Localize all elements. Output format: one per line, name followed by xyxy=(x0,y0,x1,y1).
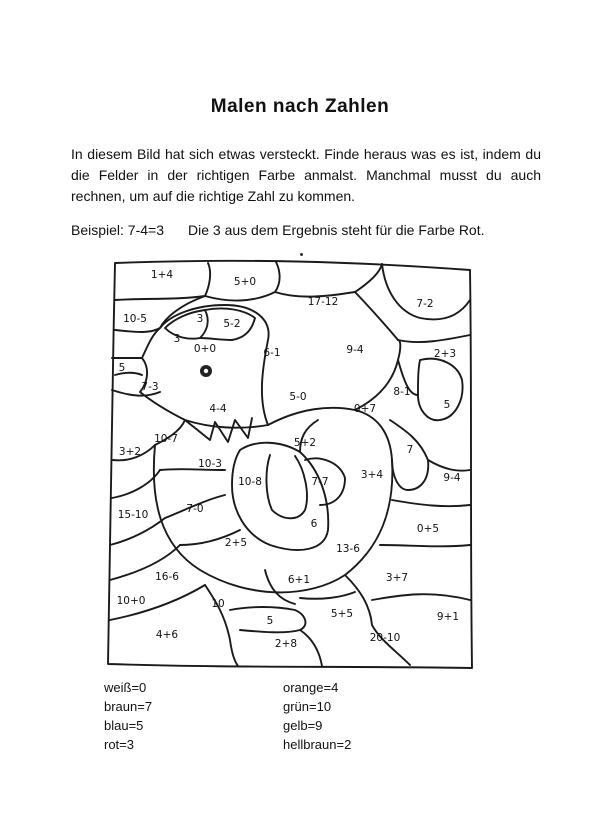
field-label: 4-4 xyxy=(209,403,227,415)
field-label: 9+1 xyxy=(436,611,460,623)
field-label: 5 xyxy=(443,399,451,411)
field-label: 10-3 xyxy=(198,458,222,470)
field-label: 0+7 xyxy=(353,403,377,415)
field-label: 7-3 xyxy=(141,381,159,393)
legend-entry: gelb=9 xyxy=(283,718,323,733)
legend-entry: grün=10 xyxy=(283,699,332,714)
field-label: 16-6 xyxy=(155,571,179,583)
field-label: 2+3 xyxy=(433,348,457,360)
legend-entry: rot=3 xyxy=(104,737,134,752)
field-label: 5 xyxy=(266,615,274,627)
color-legend-right xyxy=(283,678,351,754)
field-label: 13-6 xyxy=(336,543,360,555)
example-calc: Beispiel: 7-4=3 xyxy=(71,222,165,238)
field-label: 2+5 xyxy=(224,537,248,549)
field-label: 5+2 xyxy=(293,437,317,449)
field-label: 7-7 xyxy=(311,476,329,488)
field-label: 5+5 xyxy=(330,608,354,620)
field-label: 2+8 xyxy=(274,638,298,650)
field-label: 3+4 xyxy=(360,469,384,481)
field-label: 0+5 xyxy=(416,523,440,535)
field-label: 15-10 xyxy=(117,509,149,521)
legend-entry: blau=5 xyxy=(104,718,144,733)
field-label: 3+7 xyxy=(385,572,409,584)
field-label: 1+4 xyxy=(150,269,174,281)
field-label: 10-8 xyxy=(238,476,262,488)
legend-entry: weiß=0 xyxy=(104,680,147,695)
field-label: 6+1 xyxy=(287,574,311,586)
field-label: 3+2 xyxy=(118,446,142,458)
example-result: Die 3 aus dem Ergebnis steht für die Farbe Rot. xyxy=(188,222,485,238)
field-label: 3 xyxy=(196,313,204,325)
field-label: 6 xyxy=(310,518,318,530)
field-label: 7-0 xyxy=(186,503,204,515)
field-label: 0+0 xyxy=(193,343,217,355)
field-label: 9-4 xyxy=(346,344,364,356)
intro-text: In diesem Bild hat sich etwas versteckt. Finde heraus was es ist, indem du die Felder in der richtigen Farbe anmalst. Manchmal musst du auch rechnen, um auf die richtige Zahl zu kommen. xyxy=(71,146,541,204)
field-label: 5-2 xyxy=(223,318,241,330)
field-label: 7 xyxy=(406,444,414,456)
legend-entry: orange=4 xyxy=(283,680,339,695)
field-label: 5-0 xyxy=(289,391,307,403)
field-label: 4+6 xyxy=(155,629,179,641)
field-label: 10 xyxy=(211,598,225,610)
field-label: 5+0 xyxy=(233,276,257,288)
page-title: Malen nach Zahlen xyxy=(210,96,390,117)
field-label: 10-7 xyxy=(154,433,178,445)
field-label: 10-5 xyxy=(123,313,147,325)
field-label: 9-4 xyxy=(443,472,461,484)
picture-frame xyxy=(108,261,472,668)
field-label: 17-12 xyxy=(307,296,339,308)
bird-body-outline xyxy=(154,408,393,593)
color-legend-left xyxy=(104,678,152,754)
field-label: 7-2 xyxy=(416,298,434,310)
field-label: 8-1 xyxy=(393,386,411,398)
field-label: 6-1 xyxy=(263,347,281,359)
legend-entry: braun=7 xyxy=(104,699,153,714)
field-label: 10+0 xyxy=(116,595,146,607)
field-label: 20-10 xyxy=(369,632,401,644)
legend-entry: hellbraun=2 xyxy=(283,737,352,752)
field-label: 5 xyxy=(118,362,126,374)
field-label: 3 xyxy=(173,333,181,345)
